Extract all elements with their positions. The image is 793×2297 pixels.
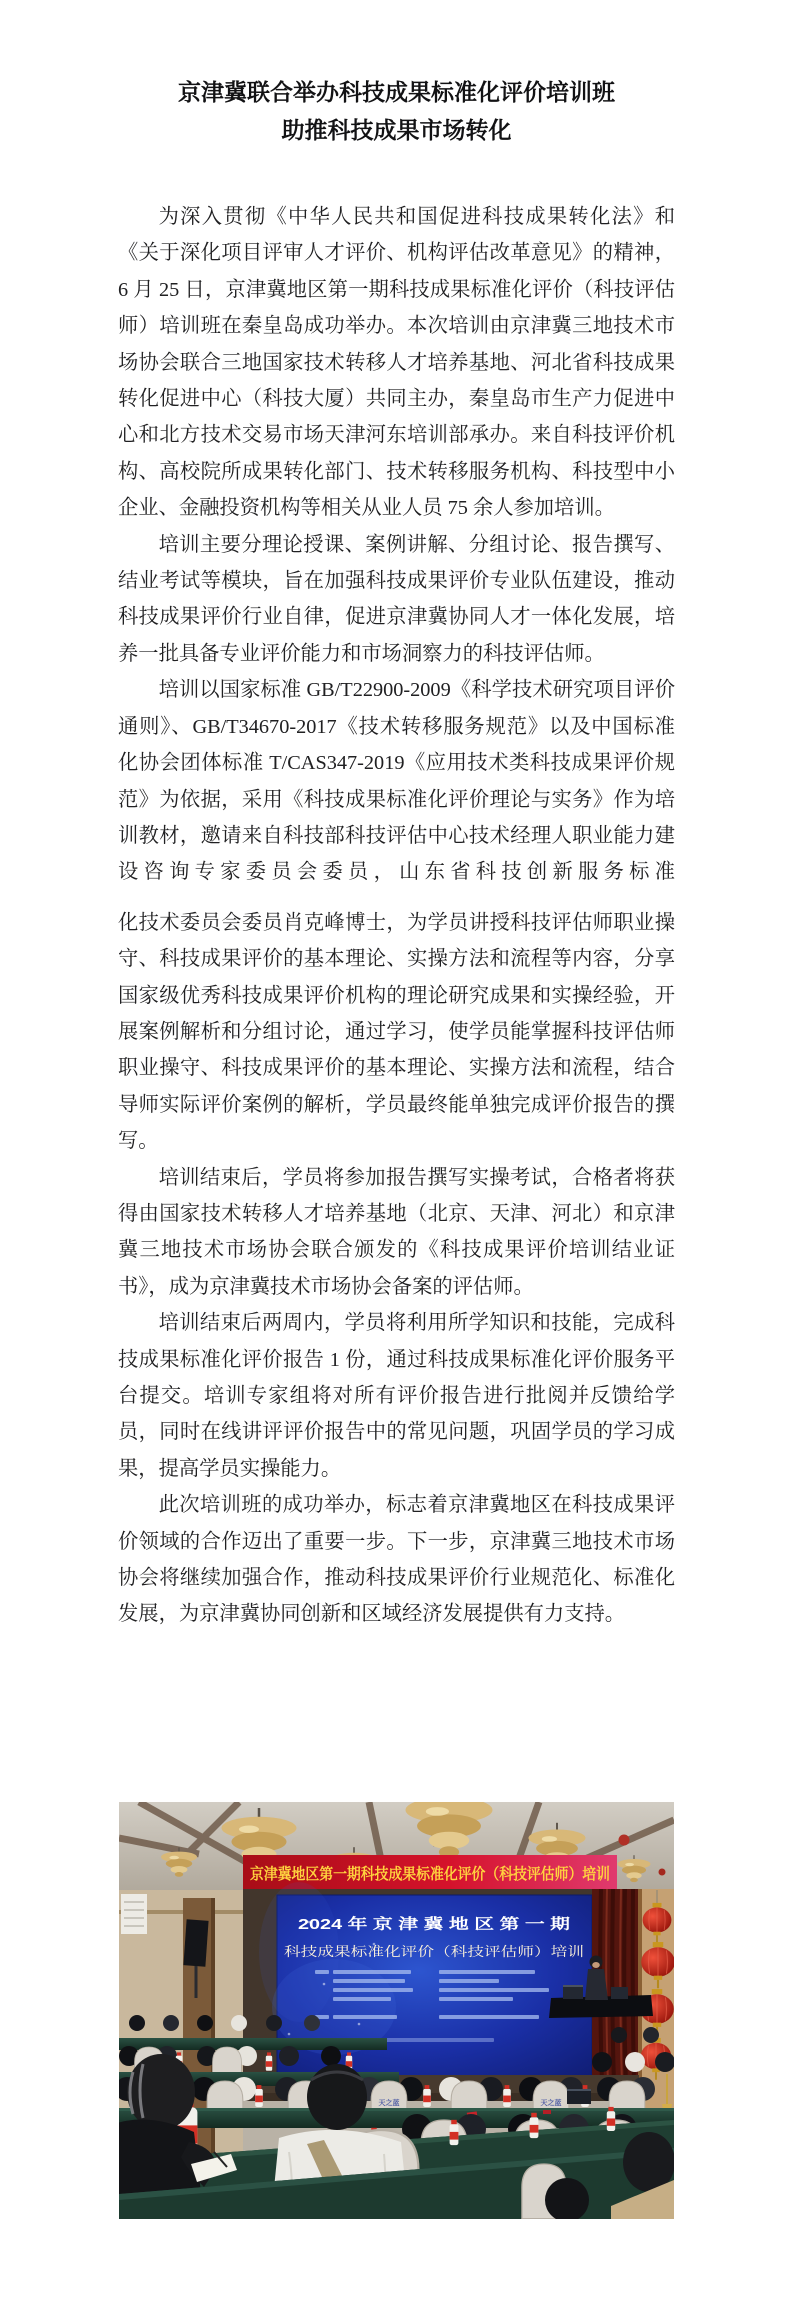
venue-led-banner-text: 京津冀地区第一期科技成果标准化评价（科技评估师）培训 bbox=[250, 1866, 654, 1883]
article-title-line1: 京津冀联合举办科技成果标准化评价培训班 bbox=[178, 80, 615, 105]
article-title-line2: 助推科技成果市场转化 bbox=[281, 118, 512, 143]
paragraph-6: 此次培训班的成功举办，标志着京津冀地区在科技成果评价领域的合作迈出了重要一步。下一步，京津冀三地技术市场协会将继续加强合作，推动科技成果评价行业规范化、标准化发展，为京津冀协同创新和区域经济发展提供有力支持。 bbox=[118, 1494, 675, 1626]
ceiling-red-light bbox=[619, 1835, 630, 1846]
paragraph-3-part1: 培训以国家标准 GB/T22900-2009《科学技术研究项目评价通则》、GB/T34670-2017《技术转移服务规范》以及中国标准化协会团体标准 T/CAS347-2019《应用技术类科技成果评价规范》为依据，采用《科技成果标准化评价理论与实务》作为培训教材，邀请来自科技部科技评估中心技术经理人职业能力建设咨询专家委员会委员，山东省科技创新服务标准 bbox=[118, 679, 675, 884]
event-photo bbox=[119, 1802, 674, 2219]
paragraph-4: 培训结束后，学员将参加报告撰写实操考试，合格者将获得由国家技术转移人才培养基地（北京、天津、河北）和京津冀三地技术市场协会联合颁发的《科技成果评价培训结业证书》，成为京津冀技术市场协会备案的评估师。 bbox=[118, 1166, 675, 1298]
paragraph-2: 培训主要分理论授课、案例讲解、分组讨论、报告撰写、结业考试等模块，旨在加强科技成果评价专业队伍建设，推动科技成果评价行业自律，促进京津冀协同人才一体化发展，培养一批具备专业评价能力和市场洞察力的科技评估师。 bbox=[118, 533, 675, 665]
screen-title-line1: 2024 年 京 津 冀 地 区 第 一 期 bbox=[298, 1917, 498, 1933]
article-body bbox=[118, 199, 675, 1633]
ac-vent bbox=[121, 1894, 147, 1934]
paragraph-3-part2: 化技术委员会委员肖克峰博士，为学员讲授科技评估师职业操守、科技成果评价的基本理论、实操方法和流程等内容，分享国家级优秀科技成果评价机构的理论研究成果和实操经验，开展案例解析和分组讨论，通过学习，使学员能掌握科技评估师职业操守、科技成果评价的基本理论、实操方法和流程，结合导师实际评价案例的解析，学员最终能单独完成评价报告的撰写。 bbox=[118, 911, 675, 1153]
screen-title-line2: 科技成果标准化评价（科技评估师）培训 bbox=[284, 1944, 584, 1959]
chair-cover-brand-text: 天之蓝 bbox=[378, 2100, 400, 2107]
article-title bbox=[118, 74, 675, 150]
paragraph-1: 为深入贯彻《中华人民共和国促进科技成果转化法》和《关于深化项目评审人才评价、机构评估改革意见》的精神，6 月 25 日，京津冀地区第一期科技成果标准化评价（科技评估师）培训班在秦皇岛成功举办。本次培训由京津冀三地技术市场协会联合三地国家技术转移人才培养基地、河北省科技成果转化促进中心（科技大厦）共同主办，秦皇岛市生产力促进中心和北方技术交易市场天津河东培训部承办。来自科技评价机构、高校院所成果转化部门、技术转移服务机构、科技型中小企业、金融投资机构等相关从业人员 75 余人参加培训。 bbox=[118, 206, 675, 520]
chair-cover-brand-text: 天之蓝 bbox=[540, 2100, 562, 2107]
ceiling-red-light bbox=[659, 1869, 666, 1876]
paragraph-5: 培训结束后两周内，学员将利用所学知识和技能，完成科技成果标准化评价报告 1 份，通过科技成果标准化评价服务平台提交。培训专家组将对所有评价报告进行批阅并反馈给学员，同时在线讲评评价报告中的常见问题，巩固学员的学习成果，提高学员实操能力。 bbox=[118, 1312, 675, 1480]
